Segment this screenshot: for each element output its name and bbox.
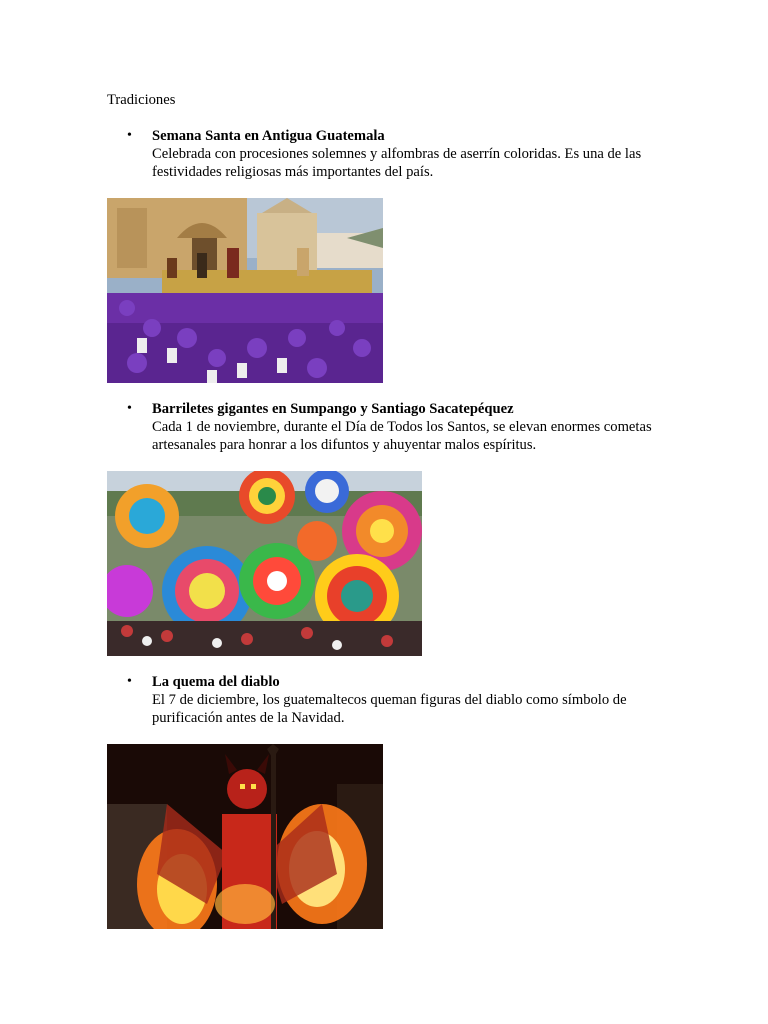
bullet: • [127,128,132,143]
list-item [107,673,687,726]
item-description: Cada 1 de noviembre, durante el Día de Todos los Santos, se elevan enormes cometas artesanales para honrar a los difuntos y ahuyentar malos espíritus. [152,419,652,453]
item-heading: Semana Santa en Antigua Guatemala [152,128,385,144]
item-heading: La quema del diablo [152,674,280,690]
item-heading: Barriletes gigantes en Sumpango y Santiago Sacatepéquez [152,401,514,417]
bullet: • [127,674,132,689]
giant-kites-photo [107,471,422,656]
procession-photo [107,198,383,383]
bullet: • [127,401,132,416]
list-item [107,127,687,180]
item-description: El 7 de diciembre, los guatemaltecos queman figuras del diablo como símbolo de purificación antes de la Navidad. [152,692,627,726]
burning-devil-photo [107,744,383,929]
item-description: Celebrada con procesiones solemnes y alfombras de aserrín coloridas. Es una de las festividades religiosas más importantes del país. [152,146,642,180]
list-item [107,400,687,453]
page-title: Tradiciones [107,92,176,108]
